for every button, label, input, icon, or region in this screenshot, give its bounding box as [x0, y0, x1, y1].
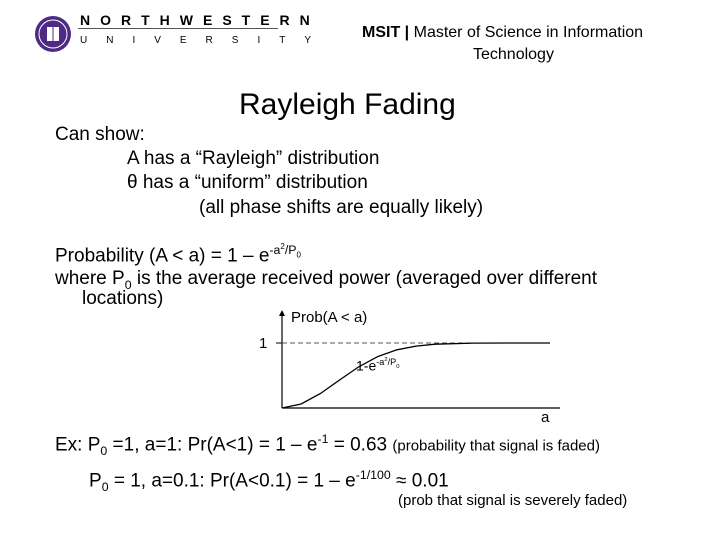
ex2-note: (prob that signal is severely faded): [398, 492, 628, 509]
slide-title: Rayleigh Fading: [239, 88, 456, 121]
curve-label-sub: 0: [396, 363, 400, 370]
chart-y-tick-1: 1: [259, 335, 268, 352]
ex1-lead: Ex: P: [55, 434, 101, 456]
curve-label-over: /P: [387, 357, 397, 368]
example-2: [89, 468, 449, 494]
ex2-sub: 0: [101, 480, 109, 495]
example-1: [55, 432, 600, 458]
ex1-sup: -1: [317, 432, 329, 446]
program-separator: |: [404, 24, 410, 41]
exp-squared: 2: [280, 242, 285, 251]
intro-text: Can show:: [55, 124, 145, 145]
where-sub: 0: [124, 277, 132, 292]
bullet-uniform-text: has a “uniform” distribution: [137, 172, 368, 193]
ex2-sup: -1/100: [355, 468, 391, 482]
university-wordmark-line2: UNIVERSITY: [80, 35, 331, 46]
curve-label-text: 1-e: [356, 357, 377, 374]
exp-over-p: /P: [284, 243, 297, 258]
ex1-sub: 0: [100, 444, 108, 459]
chart-y-axis-arrow: [279, 310, 285, 316]
bullet-rayleigh: A has a “Rayleigh” distribution: [127, 148, 380, 169]
chart-ylabel: Prob(A < a): [291, 309, 368, 326]
probability-formula: [55, 242, 301, 267]
university-wordmark-line1: NORTHWESTERN: [80, 12, 320, 28]
where-text-1: where P: [55, 268, 125, 289]
curve-label-exp: -a: [376, 357, 385, 368]
bullet-uniform: [127, 172, 368, 194]
theta-symbol: θ: [127, 172, 138, 193]
where-line-continued: locations): [82, 288, 164, 309]
curve-label-sq: 2: [384, 357, 388, 363]
chart-cdf-curve: [282, 343, 550, 408]
ex1-note: (probability that signal is faded): [392, 437, 600, 455]
exp-p-sub: 0: [296, 250, 301, 260]
program-header: [362, 24, 643, 42]
ex1-body: =1, a=1: Pr(A<1) = 1 – e: [107, 434, 318, 456]
exp-minus-a: -a: [269, 243, 281, 258]
ex2-body: = 1, a=0.1: Pr(A<0.1) = 1 – e: [108, 470, 356, 492]
where-text-2: is the average received power (averaged over different: [131, 268, 597, 289]
chart-xlabel: a: [541, 409, 550, 426]
bullet-phase-shifts: (all phase shifts are equally likely): [199, 197, 484, 218]
header-divider: [78, 28, 278, 29]
program-name-line1: Master of Science in Information: [413, 24, 644, 41]
ex1-result: = 0.63: [328, 434, 388, 456]
university-seal: [34, 15, 72, 53]
ex2-result: ≈ 0.01: [390, 470, 449, 492]
program-abbrev: MSIT: [362, 24, 401, 41]
probability-formula-text: Probability (A < a) = 1 – e: [55, 245, 270, 267]
program-name-line2: Technology: [473, 46, 554, 63]
chart-curve-label: [356, 357, 400, 374]
ex2-lead: P: [89, 470, 102, 492]
